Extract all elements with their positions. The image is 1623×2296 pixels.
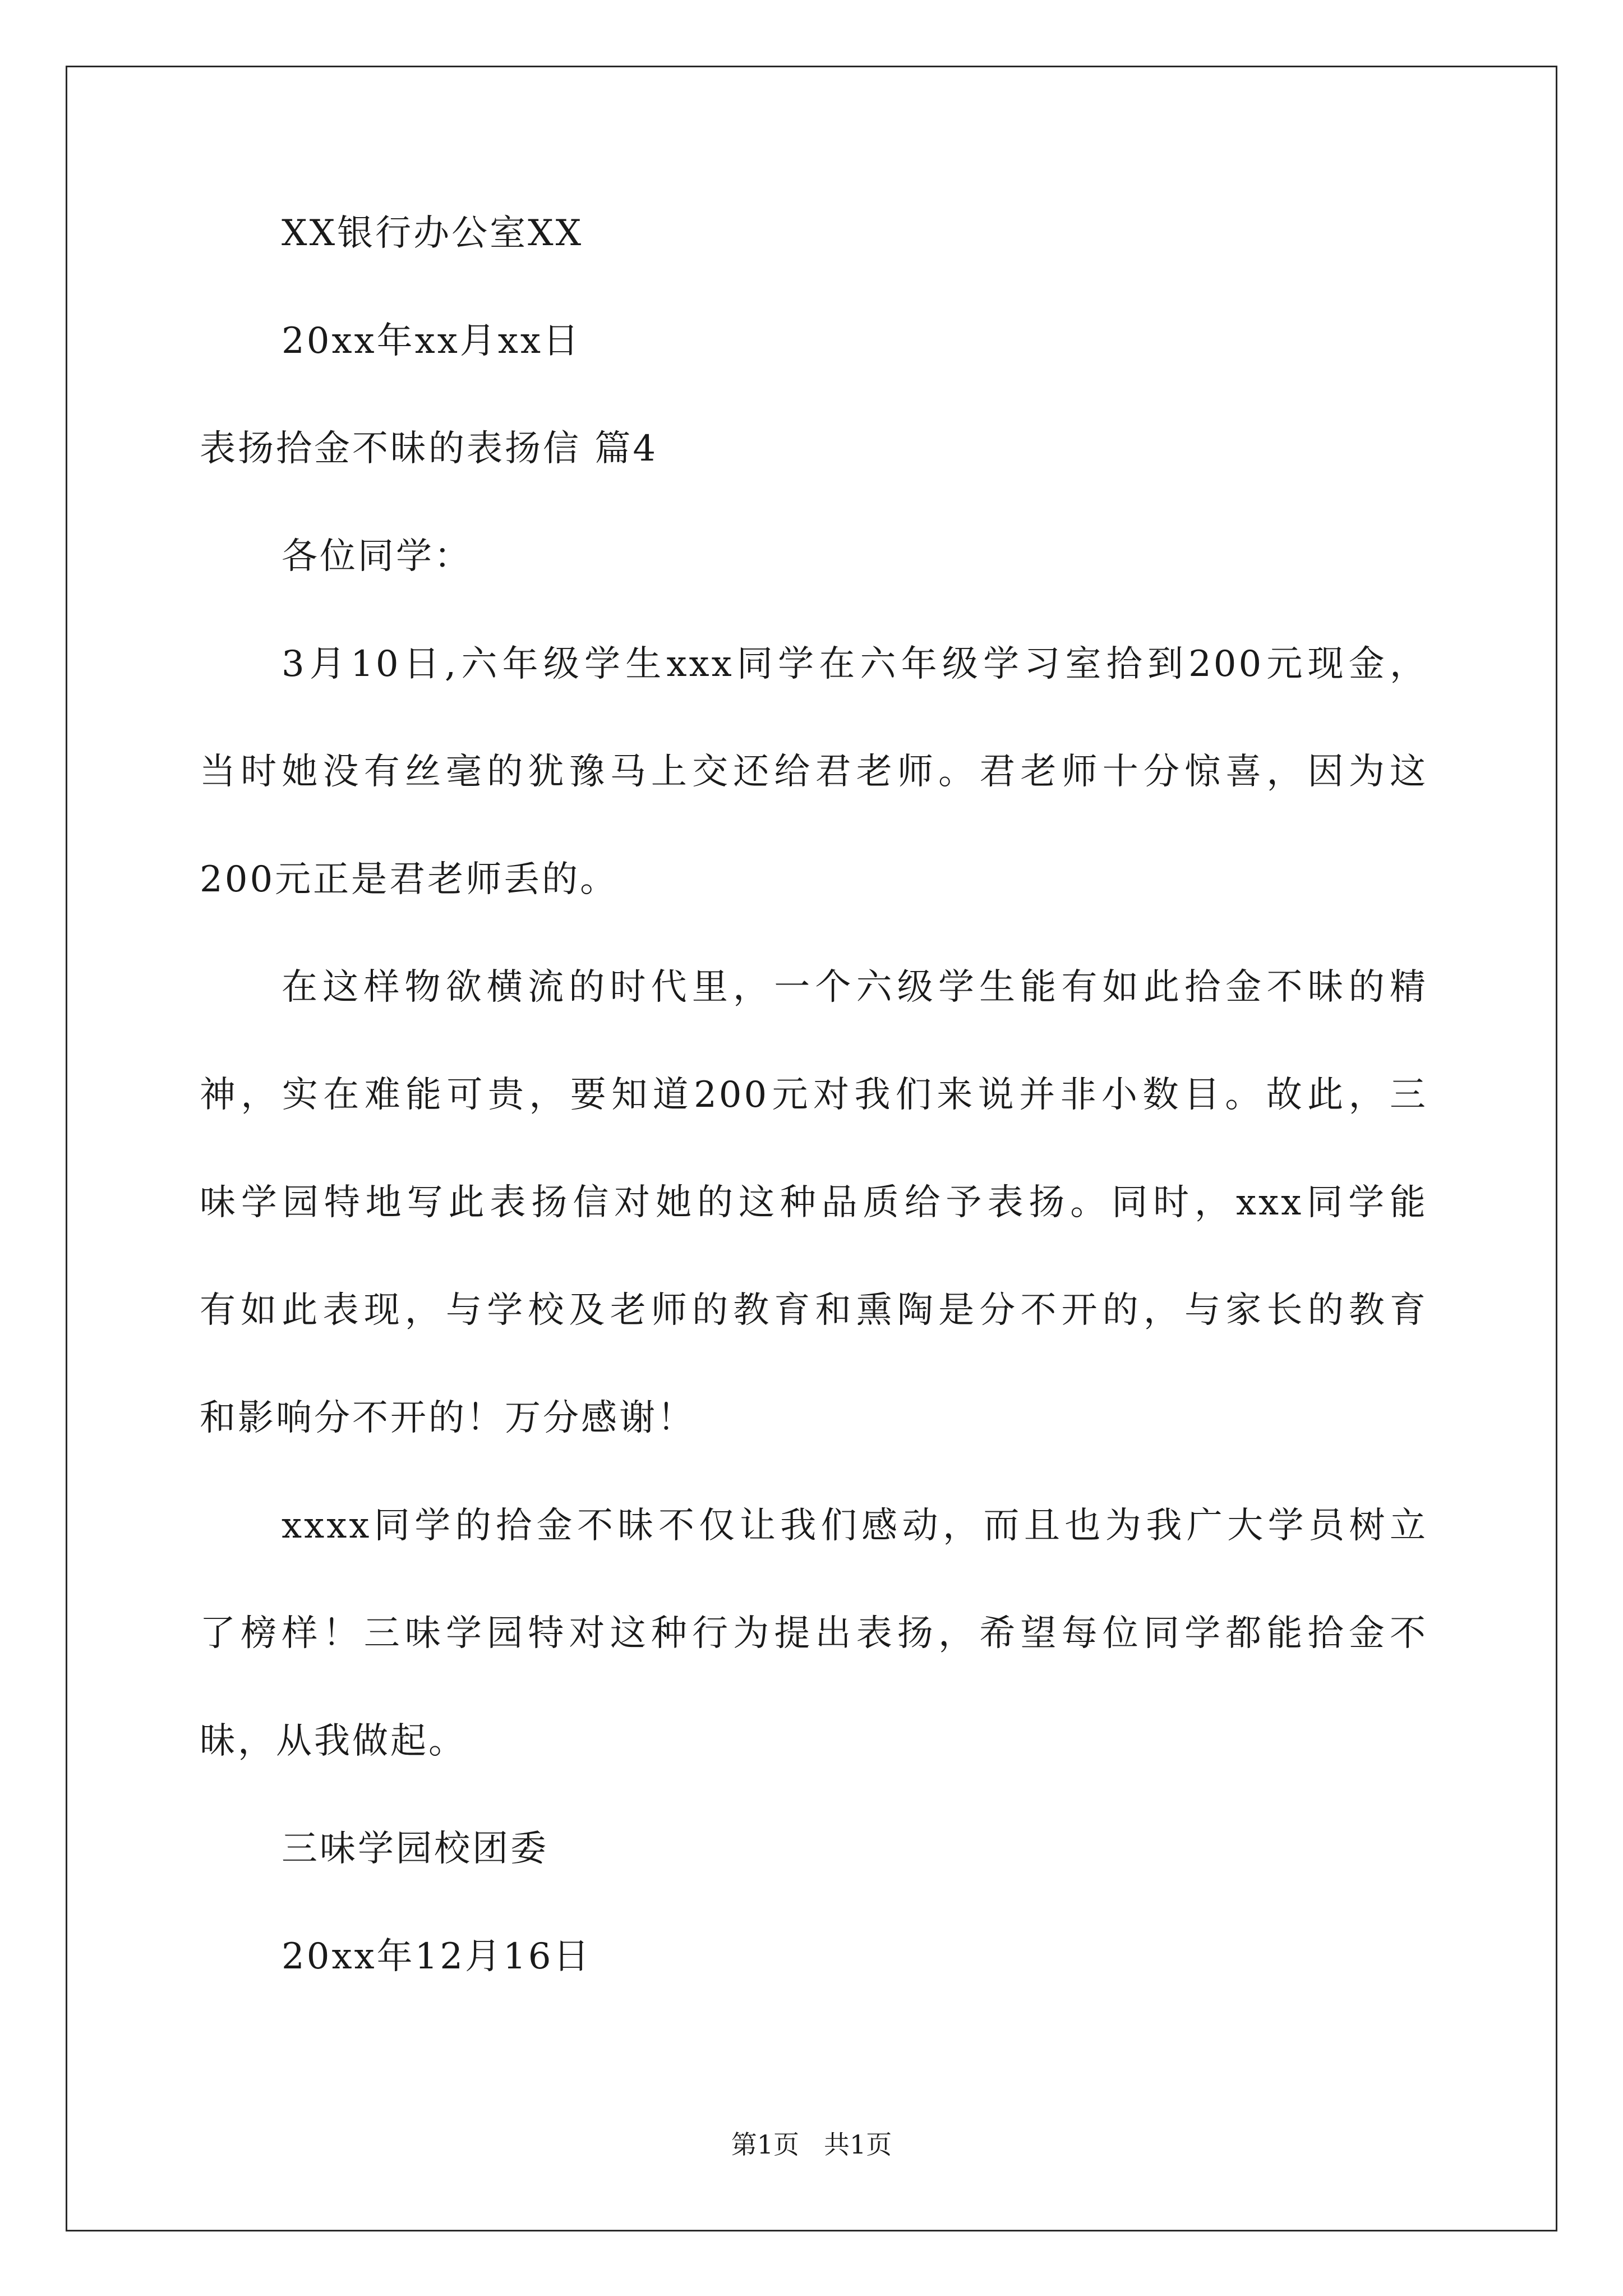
salutation: 各位同学： bbox=[282, 536, 472, 577]
paragraph-line: 在这样物欲横流的时代里，一个六级学生能有如此拾金不昧的精 bbox=[282, 967, 1428, 1008]
paragraph-line: 和影响分不开的！万分感谢！ bbox=[200, 1397, 695, 1439]
paragraph-line: 神，实在难能可贵，要知道200元对我们来说并非小数目。故此，三 bbox=[200, 1074, 1428, 1116]
section-heading: 表扬拾金不昧的表扬信 篇4 bbox=[200, 428, 658, 470]
document-body bbox=[200, 213, 1428, 2044]
signature-date: 20xx年12月16日 bbox=[282, 1936, 592, 1977]
paragraph-line: 昧，从我做起。 bbox=[200, 1720, 467, 1762]
footer-spacer bbox=[799, 2129, 824, 2160]
paragraph-line: 了榜样！三味学园特对这种行为提出表扬，希望每位同学都能拾金不 bbox=[200, 1613, 1428, 1654]
date-line: 20xx年xx月xx日 bbox=[282, 320, 581, 362]
page-footer bbox=[0, 2129, 1623, 2160]
paragraph-line: xxxx同学的拾金不昧不仅让我们感动，而且也为我广大学员树立 bbox=[282, 1505, 1428, 1547]
page-number: 第1页 bbox=[731, 2129, 800, 2160]
paragraph-line: 当时她没有丝毫的犹豫马上交还给君老师。君老师十分惊喜，因为这 bbox=[200, 751, 1428, 793]
paragraph-line: 有如此表现，与学校及老师的教育和熏陶是分不开的，与家长的教育 bbox=[200, 1290, 1428, 1331]
page-total: 共1页 bbox=[823, 2129, 892, 2160]
paragraph-line: 味学园特地写此表扬信对她的这种品质给予表扬。同时，xxx同学能 bbox=[200, 1182, 1428, 1223]
sender-line: XX银行办公室XX bbox=[282, 213, 584, 254]
paragraph-line: 3月10日,六年级学生xxx同学在六年级学习室拾到200元现金， bbox=[282, 643, 1428, 685]
paragraph-line: 200元正是君老师丢的。 bbox=[200, 859, 619, 900]
signature-line: 三味学园校团委 bbox=[282, 1828, 548, 1870]
